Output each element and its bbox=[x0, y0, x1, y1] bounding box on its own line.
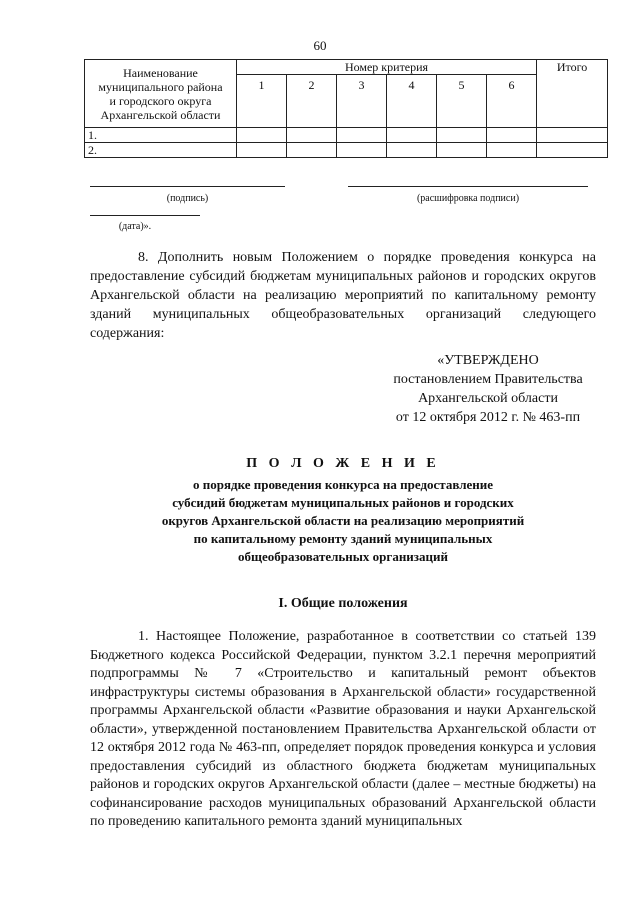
paragraph-1: 1. Настоящее Положение, разработанное в соответствии со статьей 139 Бюджетного кодекса Российской Федерации, пунктом 3.2.1 перечня мероприятий подпрограммы № 7 «Строительство и капитальный ремонт объектов инфраструктуры системы образования в Архангельской области» государственной программы Архангельской области «Развитие образования и науки Архангельской области», утвержденной постановлением Правительства Архангельской области от 12 октября 2012 года № 463-пп, определяет порядок проведения конкурса и условия предоставления субсидий из областного бюджета бюджетам муниципальных районов и городских округов Архангельской области (далее – местные бюджеты) на софинансирование расходов муниципальных образований Архангельской области по проведению капитального ремонта зданий муниципальных bbox=[90, 629, 596, 829]
date-label: (дата)». bbox=[118, 221, 152, 232]
criterion-number: 2 bbox=[287, 75, 337, 128]
date-line bbox=[90, 215, 200, 216]
signature-line bbox=[90, 186, 285, 187]
criterion-number: 6 bbox=[487, 75, 537, 128]
signature-decode-label: (расшифровка подписи) bbox=[416, 193, 520, 204]
table-header-name: Наименование муниципального района и городского округа Архангельской области bbox=[85, 60, 237, 128]
criterion-number: 3 bbox=[337, 75, 387, 128]
item-8-paragraph: 8. Дополнить новым Положением о порядке проведения конкурса на предоставление субсидий бюджетам муниципальных районов и городских округов Архангельской области на реализацию мероприятий по капитальному ремонту зданий муниципальных общеобразовательных организаций следующего содержания: bbox=[90, 250, 596, 341]
document-title-block bbox=[90, 456, 596, 566]
signature-decode-line bbox=[348, 186, 588, 187]
signature-label: (подпись) bbox=[166, 193, 209, 204]
table-header-criteria: Номер критерия bbox=[237, 60, 537, 75]
document-title: П О Л О Ж Е Н И Е bbox=[246, 456, 440, 471]
row-number: 1. bbox=[85, 128, 237, 143]
criterion-number: 4 bbox=[387, 75, 437, 128]
document-subtitle: о порядке проведения конкурса на предоставление субсидий бюджетам муниципальных районов и городских округов Архангельской области на реализацию мероприятий по капитальному ремонту зданий муниципальных общеобразовательных организаций bbox=[161, 477, 525, 564]
row-number: 2. bbox=[85, 143, 237, 158]
criteria-table bbox=[84, 59, 608, 158]
table-header-total: Итого bbox=[537, 60, 608, 128]
approval-stamp: «УТВЕРЖДЕНО постановлением Правительства Архангельской области от 12 октября 2012 г. № 463-пп bbox=[393, 353, 583, 425]
table-row bbox=[85, 143, 608, 158]
table-row bbox=[85, 128, 608, 143]
page-number: 60 bbox=[313, 38, 327, 53]
criterion-number: 5 bbox=[437, 75, 487, 128]
criterion-number: 1 bbox=[237, 75, 287, 128]
section-heading: I. Общие положения bbox=[278, 596, 408, 611]
